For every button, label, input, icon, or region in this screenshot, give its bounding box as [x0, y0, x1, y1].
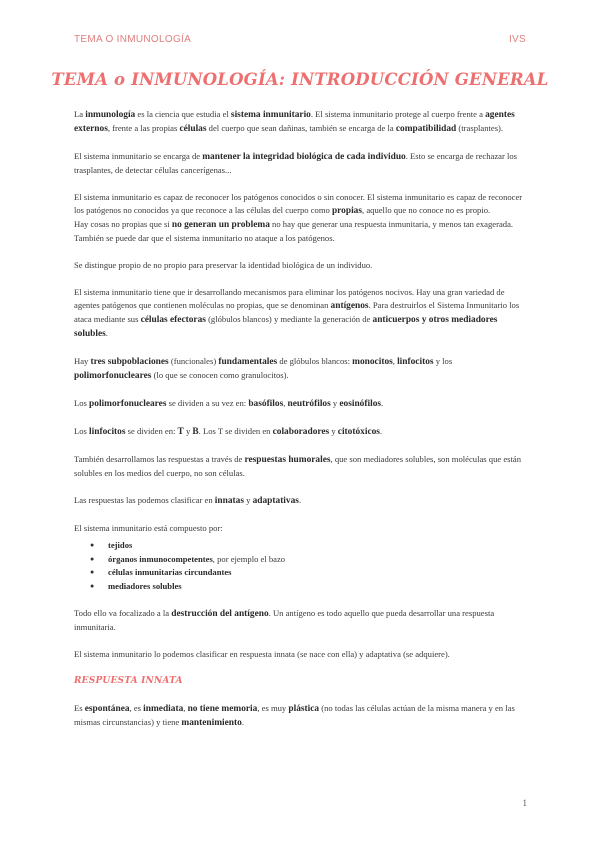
paragraph-6: El sistema inmunitario tiene que ir desarrollando mecanismos para eliminar los patógenos nocivos. Hay una gran variedad de agentes patógenos que contienen moléculas no propias, que se denominan antígenos. Para destruirlos el Sistema Inmunitario los ataca mediante sus células efectoras (glóbulos blancos) y mediante la generación de anticuerpos y otros mediadores solubles.: [74, 287, 520, 339]
header-right: IVS: [508, 34, 526, 45]
paragraph-1: La inmunología es la ciencia que estudia el sistema inmunitario. El sistema inmunitario protege al cuerpo frente a agentes externos, frente a las propias células del cuerpo que sean dañinas, también se encarga de la compatibilidad (trasplantes).: [74, 109, 515, 134]
list-item: ● células inmunitarias circundantes: [98, 566, 530, 580]
paragraph-12: El sistema inmunitario está compuesto por:: [74, 523, 223, 533]
components-list: [74, 539, 530, 593]
paragraph-11: Las respuestas las podemos clasificar en innatas y adaptativas.: [74, 495, 302, 506]
paragraph-10: También desarrollamos las respuestas a través de respuestas humorales, que son mediadores solubles, son moléculas que están solubles en los medios del cuerpo, no son células.: [74, 454, 521, 478]
paragraph-8: Los polimorfonucleares se dividen a su vez en: basófilos, neutrófilos y eosinófilos.: [74, 398, 384, 409]
list-item: ● tejidos: [98, 539, 530, 553]
page-header: [74, 34, 526, 45]
paragraph-9: Los linfocitos se dividen en: T y B. Los T se dividen en colaboradores y citotóxicos.: [74, 426, 383, 437]
paragraph-5: Se distingue propio de no propio para preservar la identidad biológica de un individuo.: [74, 260, 373, 270]
paragraph-7: Hay tres subpoblaciones (funcionales) fundamentales de glóbulos blancos: monocitos, linfocitos y los polimorfonucleares (lo que se conocen como granulocitos).: [74, 356, 453, 381]
paragraph-3: El sistema inmunitario es capaz de reconocer los patógenos conocidos o sin conocer. El sistema inmunitario es capaz de reconocer los patógenos no conocidos ya que reconoce a las células del cuerpo como propias, aquello que no conoce no es propio.: [74, 192, 523, 216]
header-left: TEMA O INMUNOLOGÍA: [74, 34, 192, 45]
paragraph-4: Hay cosas no propias que si no generan un problema no hay que generar una respuesta inmunitaria, y menos tan exagerada. También se puede dar que el sistema inmunitario no ataque a los patógenos.: [74, 219, 514, 243]
list-item: ● mediadores solubles: [98, 580, 530, 594]
document-title: TEMA o INMUNOLOGÍA: INTRODUCCIÓN GENERAL: [51, 70, 549, 89]
paragraph-15: Es espontánea, es inmediata, no tiene memoria, es muy plástica (no todas las células actúan de la misma manera y en las mismas circunstancias) y tiene mantenimiento.: [74, 703, 515, 728]
paragraph-2: El sistema inmunitario se encarga de mantener la integridad biológica de cada individuo. Esto se encarga de rechazar los trasplantes, de detectar células cancerígenas...: [74, 151, 517, 175]
document-body: [74, 108, 530, 744]
section-heading: RESPUESTA INNATA: [74, 676, 183, 686]
paragraph-14: El sistema inmunitario lo podemos clasificar en respuesta innata (se nace con ella) y adaptativa (se adquiere).: [74, 649, 450, 659]
paragraph-13: Todo ello va focalizado a la destrucción del antígeno. Un antígeno es todo aquello que pueda desarrollar una respuesta inmunitaria.: [74, 608, 495, 632]
page-number: 1: [522, 798, 527, 808]
list-item: ● órganos inmunocompetentes, por ejemplo el bazo: [98, 553, 530, 567]
